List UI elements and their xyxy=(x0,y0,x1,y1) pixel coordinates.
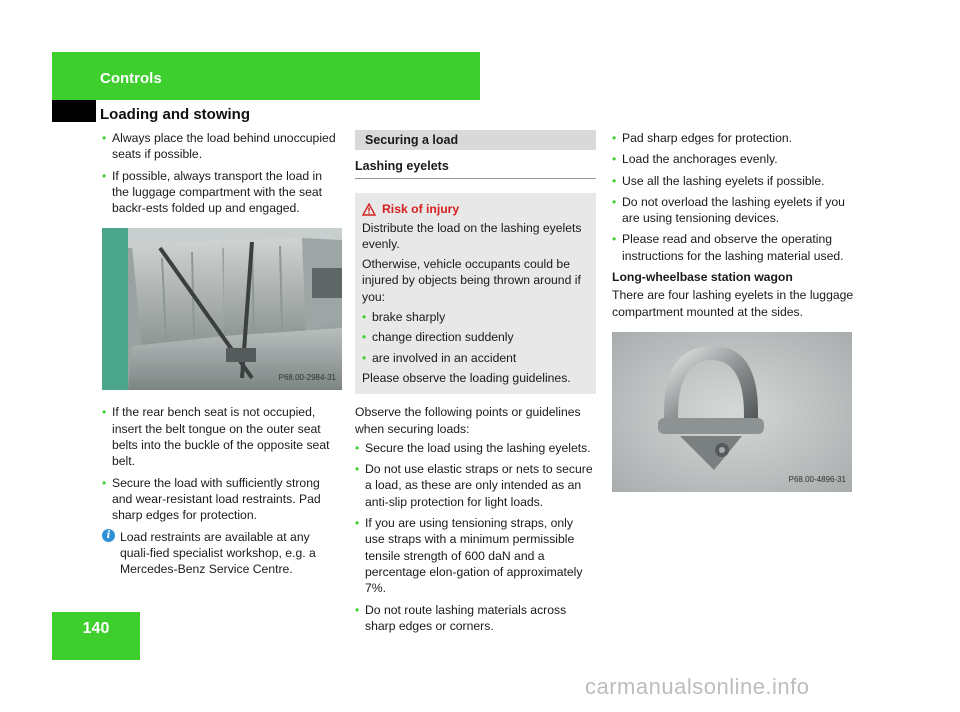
list-item: • Pad sharp edges for protection. xyxy=(612,130,854,146)
rear-seat-illustration xyxy=(102,228,342,390)
list-item: • If possible, always transport the load in the luggage compartment with the seat backr-ests folded up and engaged. xyxy=(102,168,342,217)
warning-paragraph: Distribute the load on the lashing eyelets evenly. xyxy=(362,220,582,251)
page-number-box xyxy=(52,612,140,660)
warning-title xyxy=(362,201,590,217)
bullet-list-bottom xyxy=(102,404,342,523)
paragraph: There are four lashing eyelets in the luggage compartment mounted at the sides. xyxy=(612,288,854,319)
list-item: • Use all the lashing eyelets if possible. xyxy=(612,173,854,189)
bullet-list-top xyxy=(102,130,342,216)
column-left xyxy=(102,130,342,577)
list-item: • Do not use elastic straps or nets to secure a load, as these are only intended as an anti-slip protection for light loads. xyxy=(355,461,596,510)
warning-box xyxy=(355,193,596,394)
lashing-eyelet-photo xyxy=(612,332,852,492)
list-item: • Secure the load with sufficiently strong and wear-resistant load restraints. Pad sharp edges for protection. xyxy=(102,475,342,524)
warning-triangle-icon xyxy=(362,203,376,216)
info-icon: i xyxy=(102,529,115,542)
intro-paragraph: Observe the following points or guidelines when securing loads: xyxy=(355,405,581,436)
info-note-text: Load restraints are available at any quali-fied specialist workshop, e.g. a Mercedes-Benz Service Centre. xyxy=(120,529,316,577)
warning-paragraph: Otherwise, vehicle occupants could be injured by objects being thrown around if you: xyxy=(362,257,581,304)
list-item: • Do not overload the lashing eyelets if you are using tensioning devices. xyxy=(612,194,854,227)
list-item: • are involved in an accident xyxy=(362,350,590,366)
section-band-title: Securing a load xyxy=(355,130,596,150)
warning-list xyxy=(362,309,590,366)
info-note xyxy=(102,529,342,578)
guidelines-list xyxy=(355,440,596,634)
subheading: Long-wheelbase station wagon xyxy=(612,270,793,285)
section-title: Controls xyxy=(100,70,162,87)
list-item: • Please read and observe the operating instructions for the lashing material used. xyxy=(612,231,854,264)
warning-title-text: Risk of injury xyxy=(382,202,460,217)
rear-seat-photo xyxy=(102,228,342,390)
column-right xyxy=(612,130,854,492)
section-heading: Lashing eyelets xyxy=(355,158,596,179)
page-number: 140 xyxy=(82,620,110,637)
lashing-eyelet-illustration xyxy=(612,332,852,492)
list-item: • Load the anchorages evenly. xyxy=(612,151,854,167)
photo-code: P68.00-4896-31 xyxy=(788,474,846,484)
list-item: • Secure the load using the lashing eyelets. xyxy=(355,440,596,456)
photo-code: P68.00-2984-31 xyxy=(278,373,336,383)
guidelines-list-continued xyxy=(612,130,854,264)
warning-paragraph: Please observe the loading guidelines. xyxy=(362,370,571,385)
column-middle xyxy=(355,130,596,639)
list-item: • brake sharply xyxy=(362,309,590,325)
page-title: Loading and stowing xyxy=(100,106,250,123)
header-tab-marker xyxy=(52,100,96,122)
list-item: • If the rear bench seat is not occupied, insert the belt tongue on the outer seat belts into the buckle of the opposite seat belt. xyxy=(102,404,342,469)
list-item: • Always place the load behind unoccupied seats if possible. xyxy=(102,130,342,163)
list-item: • Do not route lashing materials across sharp edges or corners. xyxy=(355,602,596,635)
list-item: • If you are using tensioning straps, only use straps with a minimum permissible tensile strength of 600 daN and a percentage elon-gation of approximately 7%. xyxy=(355,515,596,596)
list-item: • change direction suddenly xyxy=(362,329,590,345)
watermark: carmanualsonline.info xyxy=(585,674,810,699)
